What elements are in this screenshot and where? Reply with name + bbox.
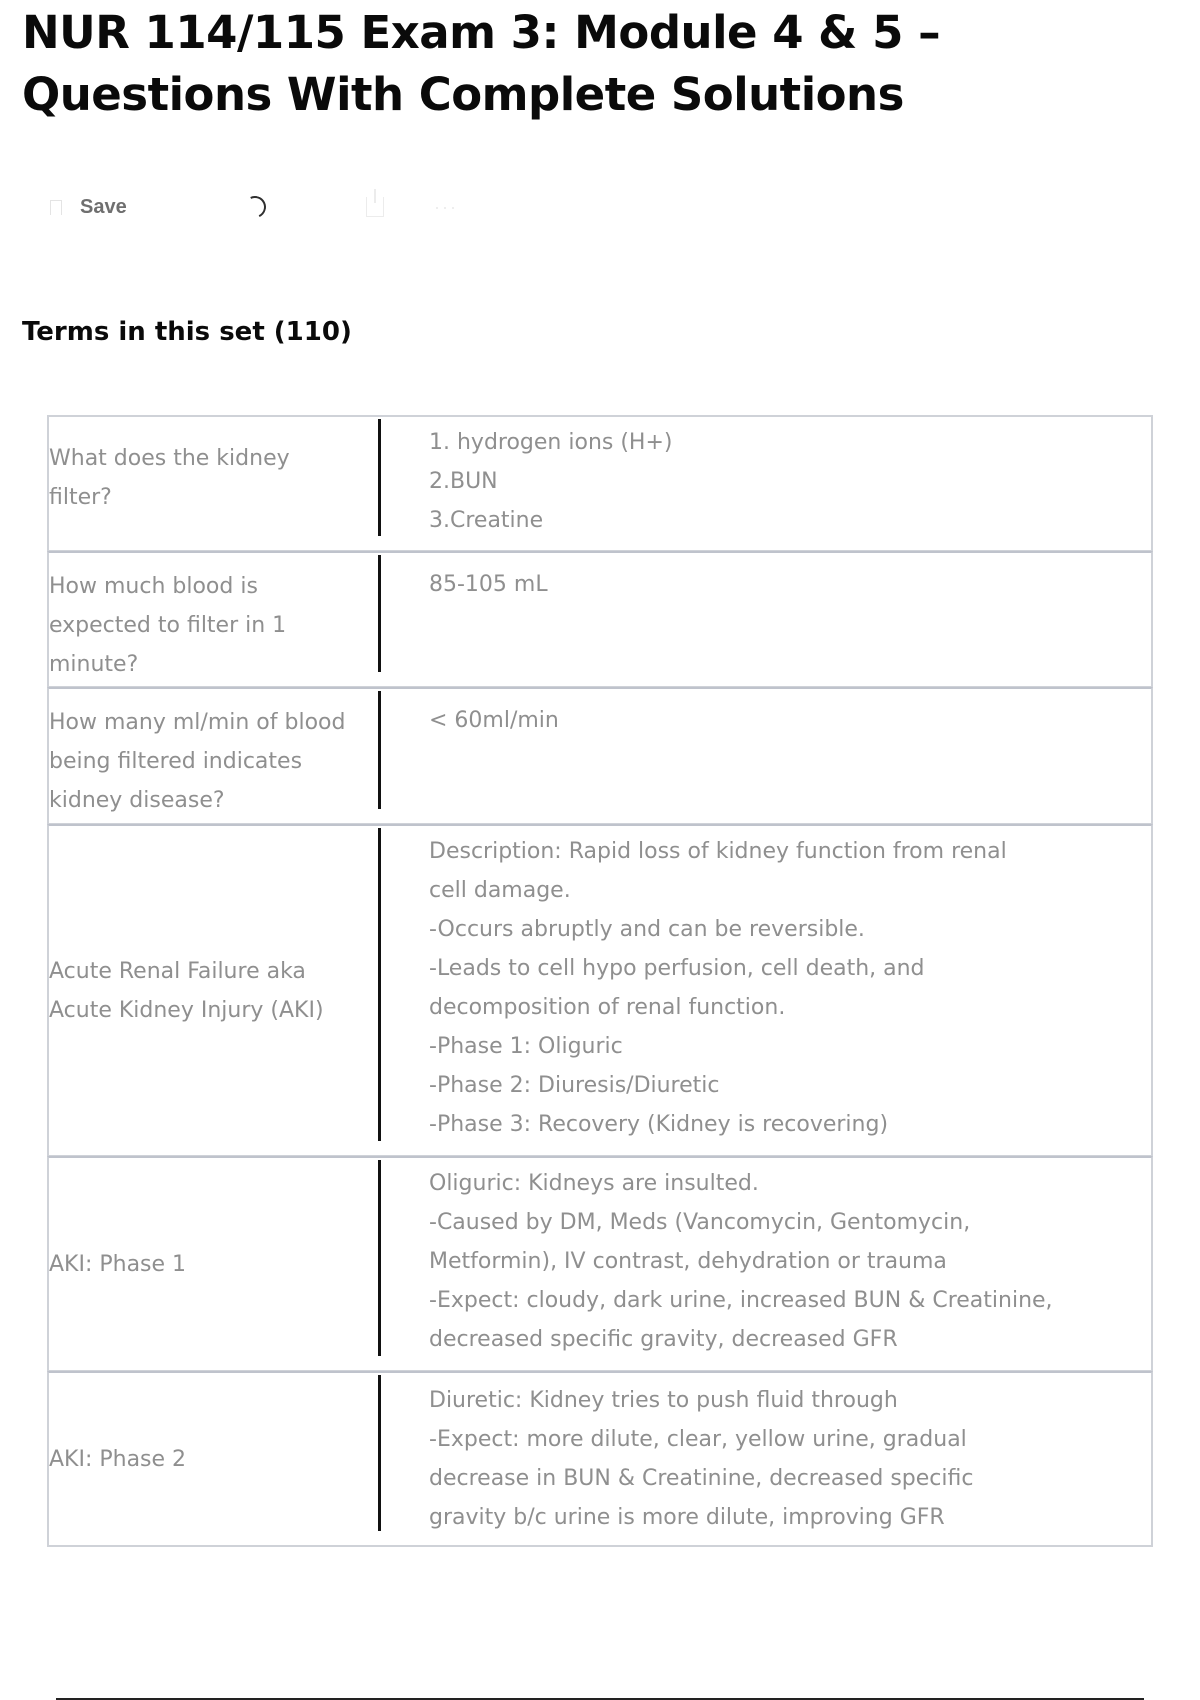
- definition-text: [429, 565, 1129, 604]
- definition-line: -Expect: cloudy, dark urine, increased BUN & Creatinine,: [429, 1288, 1053, 1313]
- refresh-icon: [241, 193, 269, 221]
- definition-line: Oliguric: Kidneys are insulted.: [429, 1171, 759, 1196]
- definition-line: Description: Rapid loss of kidney function from renal: [429, 839, 1007, 864]
- definition-line: 85-105 mL: [429, 572, 548, 597]
- bookmark-icon: [50, 200, 62, 215]
- definition-text: [429, 832, 1129, 1144]
- definition-text: [429, 701, 1129, 740]
- save-button[interactable]: [50, 185, 127, 229]
- definition-line: gravity b/c urine is more dilute, improving GFR: [429, 1505, 945, 1530]
- term-text: Acute Renal Failure aka Acute Kidney Injury (AKI): [49, 958, 324, 1023]
- definition-line: Metformin), IV contrast, dehydration or trauma: [429, 1249, 947, 1274]
- definition-line: -Caused by DM, Meds (Vancomycin, Gentomycin,: [429, 1210, 971, 1235]
- definition-line: decreased specific gravity, decreased GFR: [429, 1327, 898, 1352]
- definition-line: decrease in BUN & Creatinine, decreased specific: [429, 1466, 974, 1491]
- more-icon: ···: [434, 196, 458, 217]
- share-button[interactable]: [366, 185, 384, 229]
- definition-line: -Phase 1: Oliguric: [429, 1034, 623, 1059]
- term-row: [47, 687, 1153, 824]
- column-divider: [378, 1160, 381, 1356]
- term-text: How many ml/min of blood being filtered indicates kidney disease?: [49, 710, 346, 813]
- definition-line: 1. hydrogen ions (H+): [429, 430, 673, 455]
- definition-line: -Expect: more dilute, clear, yellow urine, gradual: [429, 1427, 967, 1452]
- share-icon: [366, 197, 384, 217]
- term-row: [47, 1371, 1153, 1547]
- term-row: [47, 824, 1153, 1156]
- column-divider: [378, 419, 381, 536]
- term-row: [47, 551, 1153, 687]
- definition-line: -Leads to cell hypo perfusion, cell death, and: [429, 956, 925, 981]
- definition-text: [429, 1381, 1129, 1537]
- more-options-button[interactable]: [434, 185, 458, 229]
- term-text: AKI: Phase 2: [49, 1446, 187, 1472]
- term-row: [47, 415, 1153, 551]
- definition-line: -Phase 3: Recovery (Kidney is recovering): [429, 1112, 889, 1137]
- page-title: NUR 114/115 Exam 3: Module 4 & 5 – Questions With Complete Solutions: [22, 6, 941, 121]
- save-label: Save: [80, 195, 127, 218]
- terms-heading: Terms in this set (110): [22, 317, 352, 347]
- terms-table: [47, 415, 1153, 1547]
- definition-line: cell damage.: [429, 878, 571, 903]
- definition-line: decomposition of renal function.: [429, 995, 786, 1020]
- term-row: [47, 1156, 1153, 1371]
- definition-line: 3.Creatine: [429, 508, 544, 533]
- definition-line: -Occurs abruptly and can be reversible.: [429, 917, 865, 942]
- column-divider: [378, 828, 381, 1141]
- definition-text: [429, 1164, 1129, 1359]
- definition-line: 2.BUN: [429, 469, 498, 494]
- column-divider: [378, 555, 381, 672]
- term-text: What does the kidney filter?: [49, 446, 290, 510]
- definition-text: [429, 423, 1129, 540]
- term-text: How much blood is expected to filter in 1 minute?: [49, 574, 287, 677]
- action-toolbar: [50, 185, 490, 229]
- column-divider: [378, 1375, 381, 1531]
- refresh-button[interactable]: [244, 185, 266, 229]
- term-text: AKI: Phase 1: [49, 1251, 187, 1277]
- column-divider: [378, 691, 381, 809]
- definition-line: Diuretic: Kidney tries to push fluid through: [429, 1388, 898, 1413]
- definition-line: -Phase 2: Diuresis/Diuretic: [429, 1073, 720, 1098]
- definition-line: < 60ml/min: [429, 708, 559, 733]
